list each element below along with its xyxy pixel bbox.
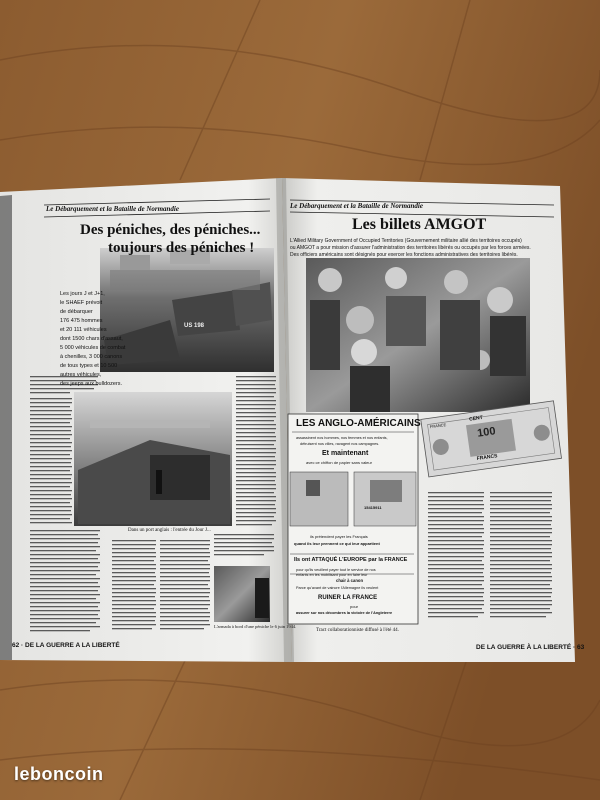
- right-intro-line: Des officiers américains sont désignés pour exercer les fonctions administratives des territoires libérés.: [290, 252, 518, 258]
- right-page-title: Les billets AMGOT: [352, 216, 487, 233]
- banknote-top: CENT: [468, 414, 484, 423]
- poster-subheading: Et maintenant: [322, 450, 369, 457]
- left-intro-line: 176 475 hommes: [60, 318, 103, 324]
- poster-line3: avec ce chiffon de papier sans valeur: [306, 460, 372, 465]
- poster-caption: Tract collaborationniste diffusé à l'été 44.: [316, 628, 399, 633]
- leboncoin-watermark: leboncoin: [14, 764, 104, 784]
- left-page-header: Le Débarquement et la Bataille de Normandie: [46, 205, 179, 213]
- poster-line8: enfants en les mobilisant pour en faire leur: [296, 573, 368, 577]
- left-intro-line: 5 000 véhicules de combat: [60, 345, 126, 351]
- right-intro-line: L'Allied Military Government of Occupied Territories (Gouvernement militaire allié des territoires occupés): [290, 238, 522, 244]
- poster-line1: assassinent nos hommes, nos femmes et nos enfants,: [296, 436, 388, 440]
- poster-note-serial: 15415911: [364, 505, 382, 510]
- poster-line5: quand ils leur prennent ce qui leur appartient: [294, 541, 380, 546]
- banknote-side: FRANCE: [429, 421, 447, 430]
- page-edge: [0, 195, 12, 660]
- right-intro-line: ou AMGOT a pour mission d'assurer l'administration des territoires libérés ou occupés par les forces armées.: [290, 245, 531, 251]
- left-caption-small: L'armada à bord d'une péniche le 6 juin 1944.: [214, 624, 297, 629]
- left-footer: 62 · DE LA GUERRE A LA LIBERTÉ: [12, 642, 120, 649]
- poster-line2: détruisent nos villes, ravagent nos campagnes.: [300, 442, 380, 446]
- left-intro-line: à chenilles, 3 000 canons: [60, 354, 123, 360]
- left-intro-line: dont 1500 chars d'assaut,: [60, 336, 123, 342]
- poster-line11: RUINER LA FRANCE: [318, 595, 378, 601]
- poster-line13: assurer sur nos décombres la victoire de l'Angleterre: [296, 611, 393, 615]
- poster-line9: chair à canon: [336, 578, 363, 583]
- right-intro: [290, 238, 531, 259]
- poster-line4: ils prétendent payer les Français: [310, 534, 368, 539]
- left-intro-line: de tous types et 10 500: [60, 363, 118, 369]
- banknote-currency: FRANCS: [476, 453, 498, 463]
- left-caption: Dans un port anglais : l'entrée du Jour J...: [128, 528, 211, 533]
- left-intro-line: des jeeps aux bulldozers.: [60, 381, 123, 387]
- left-intro-line: de débarquer: [60, 309, 93, 315]
- poster-heading: LES ANGLO-AMÉRICAINS: [296, 418, 421, 429]
- poster-line10: Parce qu'avant de vaincre l'Allemagne ils veulent: [296, 586, 379, 590]
- poster-line12: pour: [350, 604, 359, 609]
- left-intro-line: et 20 111 véhicules: [60, 327, 107, 333]
- right-page-header: Le Débarquement et la Bataille de Normandie: [290, 202, 423, 210]
- banknote-value: 100: [476, 425, 497, 440]
- right-footer: DE LA GUERRE À LA LIBERTÉ · 63: [476, 644, 585, 651]
- hull-number: US 198: [184, 323, 205, 329]
- left-intro: [60, 290, 125, 389]
- left-intro-line: autres véhicules,: [60, 372, 102, 378]
- poster-line6: Ils ont ATTAQUÉ L'EUROPE par la FRANCE: [294, 557, 408, 563]
- left-page-title-line2: toujours des péniches !: [108, 240, 255, 256]
- poster-line7: pour qu'ils veuillent payer tout le service de nos: [296, 568, 376, 572]
- left-page-title-line1: Des péniches, des péniches...: [80, 222, 261, 238]
- left-intro-line: Les jours J et J+1,: [60, 291, 105, 297]
- left-intro-line: le SHAEF prévoit: [60, 300, 103, 306]
